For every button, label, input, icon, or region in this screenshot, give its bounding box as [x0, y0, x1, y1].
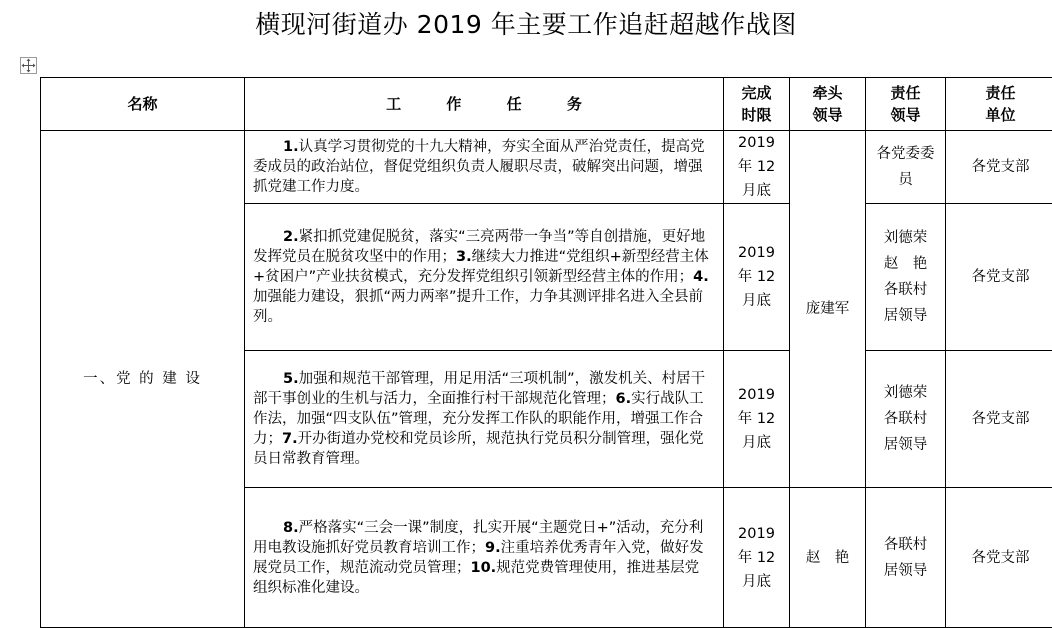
- task-item-number: 8.: [283, 520, 299, 536]
- task-cell: [245, 488, 724, 628]
- task-item-text: 开办街道办党校和党员诊所，规范执行党员积分制管理，强化党员日常教育管理。: [253, 431, 704, 467]
- task-item-number: 1.: [283, 139, 299, 155]
- task-item-text: 注重培养优秀青年入党，做好发展党员工作，规范流动党员管理；: [253, 540, 704, 576]
- battle-plan-table: [40, 77, 1052, 628]
- task-item-number: 4.: [693, 269, 709, 285]
- header-responsible: 责任 领导: [866, 78, 946, 131]
- task-item-number: 5.: [283, 371, 299, 387]
- task-item-number: 6.: [616, 391, 632, 407]
- task-cell: [245, 131, 724, 204]
- task-item-text: 继续大力推进“党组织+新型经营主体+贫困户”产业扶贫模式，充分发挥党组织引领新型经营主体的作用；: [253, 249, 709, 285]
- unit-cell: 各党支部: [946, 488, 1052, 628]
- responsible-cell: 刘德荣 赵 艳 各联村 居领导: [866, 204, 946, 351]
- table-move-handle-icon[interactable]: [20, 57, 37, 74]
- task-item-text: 规范党费管理使用，推进基层党组织标准化建设。: [253, 560, 699, 596]
- header-task: 工 作 任 务: [245, 78, 724, 131]
- deadline-cell: 2019 年 12 月底: [724, 204, 790, 351]
- section-name: 一、党 的 建 设: [41, 131, 245, 628]
- header-name: 名称: [41, 78, 245, 131]
- deadline-cell: 2019 年 12 月底: [724, 351, 790, 488]
- header-unit: 责任 单位: [946, 78, 1052, 131]
- lead-cell: 赵 艳: [790, 488, 866, 628]
- task-item-number: 10.: [471, 560, 497, 576]
- unit-cell: 各党支部: [946, 204, 1052, 351]
- table-header-row: [41, 78, 1052, 131]
- task-cell: [245, 204, 724, 351]
- task-item-text: 实行战队工作法，加强“四支队伍”管理，充分发挥工作队的职能作用，增强工作合力；: [253, 391, 704, 447]
- task-item-number: 3.: [456, 249, 472, 265]
- lead-cell: 庞建军: [790, 131, 866, 488]
- task-cell: [245, 351, 724, 488]
- task-item-text: 加强和规范干部管理，用足用活“三项机制”，激发机关、村居干部干事创业的生机与活力，全面推行村干部规范化管理；: [253, 371, 705, 407]
- task-item-number: 9.: [485, 540, 501, 556]
- responsible-cell: 各党委委 员: [866, 131, 946, 204]
- unit-cell: 各党支部: [946, 351, 1052, 488]
- deadline-cell: 2019 年 12 月底: [724, 488, 790, 628]
- task-item-number: 2.: [283, 229, 299, 245]
- task-item-number: 7.: [282, 431, 298, 447]
- task-item-text: 紧扣抓党建促脱贫，落实“三亮两带一争当”等自创措施，更好地发挥党员在脱贫攻坚中的作用；: [253, 229, 705, 265]
- header-lead: 牵头 领导: [790, 78, 866, 131]
- task-item-text: 加强能力建设，狠抓“两力两率”提升工作，力争其测评排名进入全县前列。: [253, 289, 703, 325]
- page-title: 横现河街道办 2019 年主要工作追赶超越作战图: [0, 6, 1052, 44]
- header-deadline: 完成 时限: [724, 78, 790, 131]
- responsible-cell: 各联村 居领导: [866, 488, 946, 628]
- responsible-cell: 刘德荣 各联村 居领导: [866, 351, 946, 488]
- task-item-text: 严格落实“三会一课”制度，扎实开展“主题党日+”活动，充分利用电教设施抓好党员教育培训工作；: [253, 520, 703, 556]
- table-row: [41, 131, 1052, 204]
- task-item-text: 认真学习贯彻党的十九大精神，夯实全面从严治党责任，提高党委成员的政治站位，督促党组织负责人履职尽责，破解突出问题，增强抓党建工作力度。: [253, 139, 705, 195]
- deadline-cell: 2019 年 12 月底: [724, 131, 790, 204]
- unit-cell: 各党支部: [946, 131, 1052, 204]
